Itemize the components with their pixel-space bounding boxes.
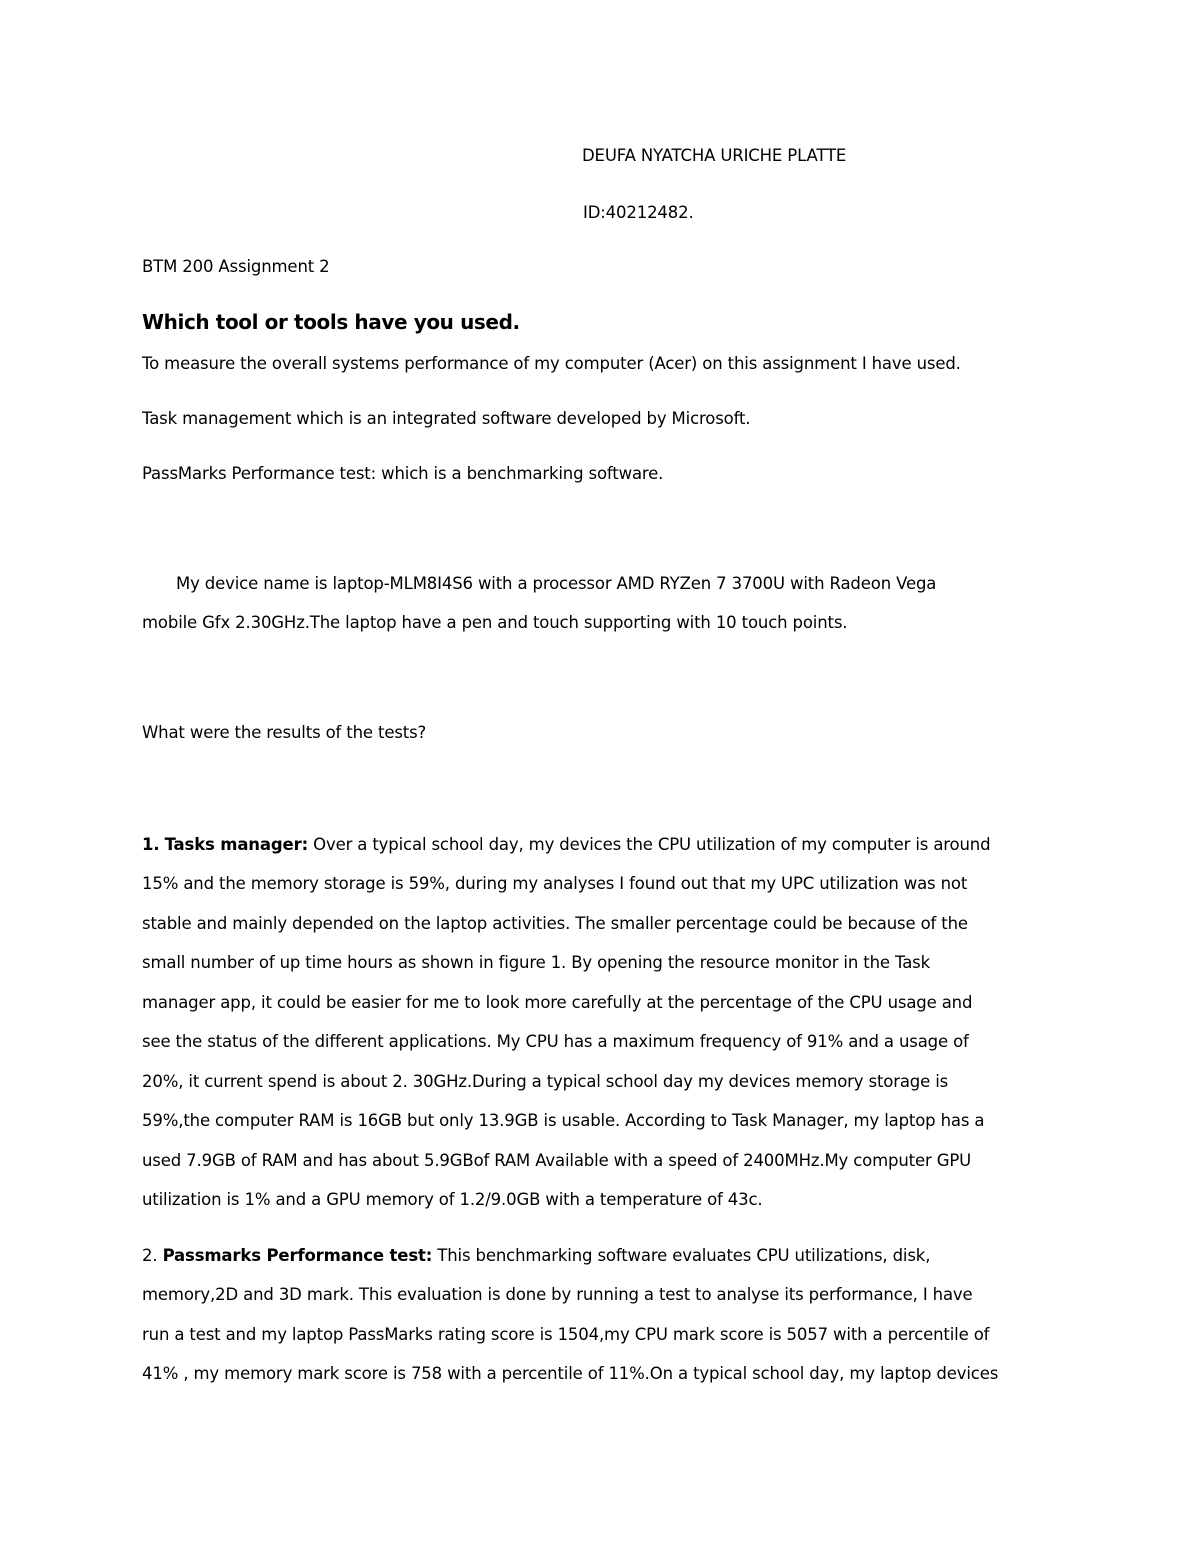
item-1-line: small number of up time hours as shown in figure 1. By opening the resource monitor in the Task — [142, 953, 931, 972]
item-1-line: 59%,the computer RAM is 16GB but only 13.9GB is usable. According to Task Manager, my laptop has a — [142, 1111, 985, 1130]
item-1-line: manager app, it could be easier for me to look more carefully at the percentage of the CPU usage and — [142, 993, 973, 1012]
item-1-line: 20%, it current spend is about 2. 30GHz.During a typical school day my devices memory storage is — [142, 1072, 949, 1091]
item-1-first-line — [142, 834, 990, 856]
paragraph-line: Task management which is an integrated software developed by Microsoft. — [142, 409, 751, 428]
results-question: What were the results of the tests? — [142, 723, 427, 742]
item-1-line: used 7.9GB of RAM and has about 5.9GBof RAM Available with a speed of 2400MHz.My computer GPU — [142, 1151, 972, 1170]
item-2-first-line-text: This benchmarking software evaluates CPU utilizations, disk, — [432, 1246, 931, 1265]
device-paragraph-line: mobile Gfx 2.30GHz.The laptop have a pen and touch supporting with 10 touch points. — [142, 613, 848, 632]
item-2-title: Passmarks Performance test: — [162, 1246, 433, 1265]
item-1-number: 1. — [142, 835, 160, 854]
item-2-line: run a test and my laptop PassMarks rating score is 1504,my CPU mark score is 5057 with a percentile of — [142, 1325, 990, 1344]
item-1-title: Tasks manager: — [164, 835, 309, 854]
item-1-first-line-text: Over a typical school day, my devices the CPU utilization of my computer is around — [308, 835, 991, 854]
item-2-line: 41% , my memory mark score is 758 with a percentile of 11%.On a typical school day, my laptop devices — [142, 1364, 999, 1383]
course-line: BTM 200 Assignment 2 — [142, 257, 330, 276]
student-id: ID:40212482. — [583, 203, 694, 222]
paragraph-line: To measure the overall systems performance of my computer (Acer) on this assignment I have used. — [142, 354, 961, 373]
item-2-number: 2. — [142, 1246, 158, 1265]
item-1-line: 15% and the memory storage is 59%, during my analyses I found out that my UPC utilization was not — [142, 874, 968, 893]
author-name: DEUFA NYATCHA URICHE PLATTE — [582, 146, 847, 165]
item-1-line: see the status of the different applications. My CPU has a maximum frequency of 91% and a usage of — [142, 1032, 969, 1051]
paragraph-line: PassMarks Performance test: which is a benchmarking software. — [142, 464, 664, 483]
item-1-line: stable and mainly depended on the laptop activities. The smaller percentage could be because of the — [142, 914, 968, 933]
item-2-first-line — [142, 1245, 930, 1267]
section-heading-tools: Which tool or tools have you used. — [142, 310, 520, 334]
item-2-line: memory,2D and 3D mark. This evaluation is done by running a test to analyse its performance, I have — [142, 1285, 973, 1304]
item-1-line: utilization is 1% and a GPU memory of 1.2/9.0GB with a temperature of 43c. — [142, 1190, 763, 1209]
device-paragraph-line: My device name is laptop-MLM8I4S6 with a processor AMD RYZen 7 3700U with Radeon Vega — [176, 574, 937, 593]
